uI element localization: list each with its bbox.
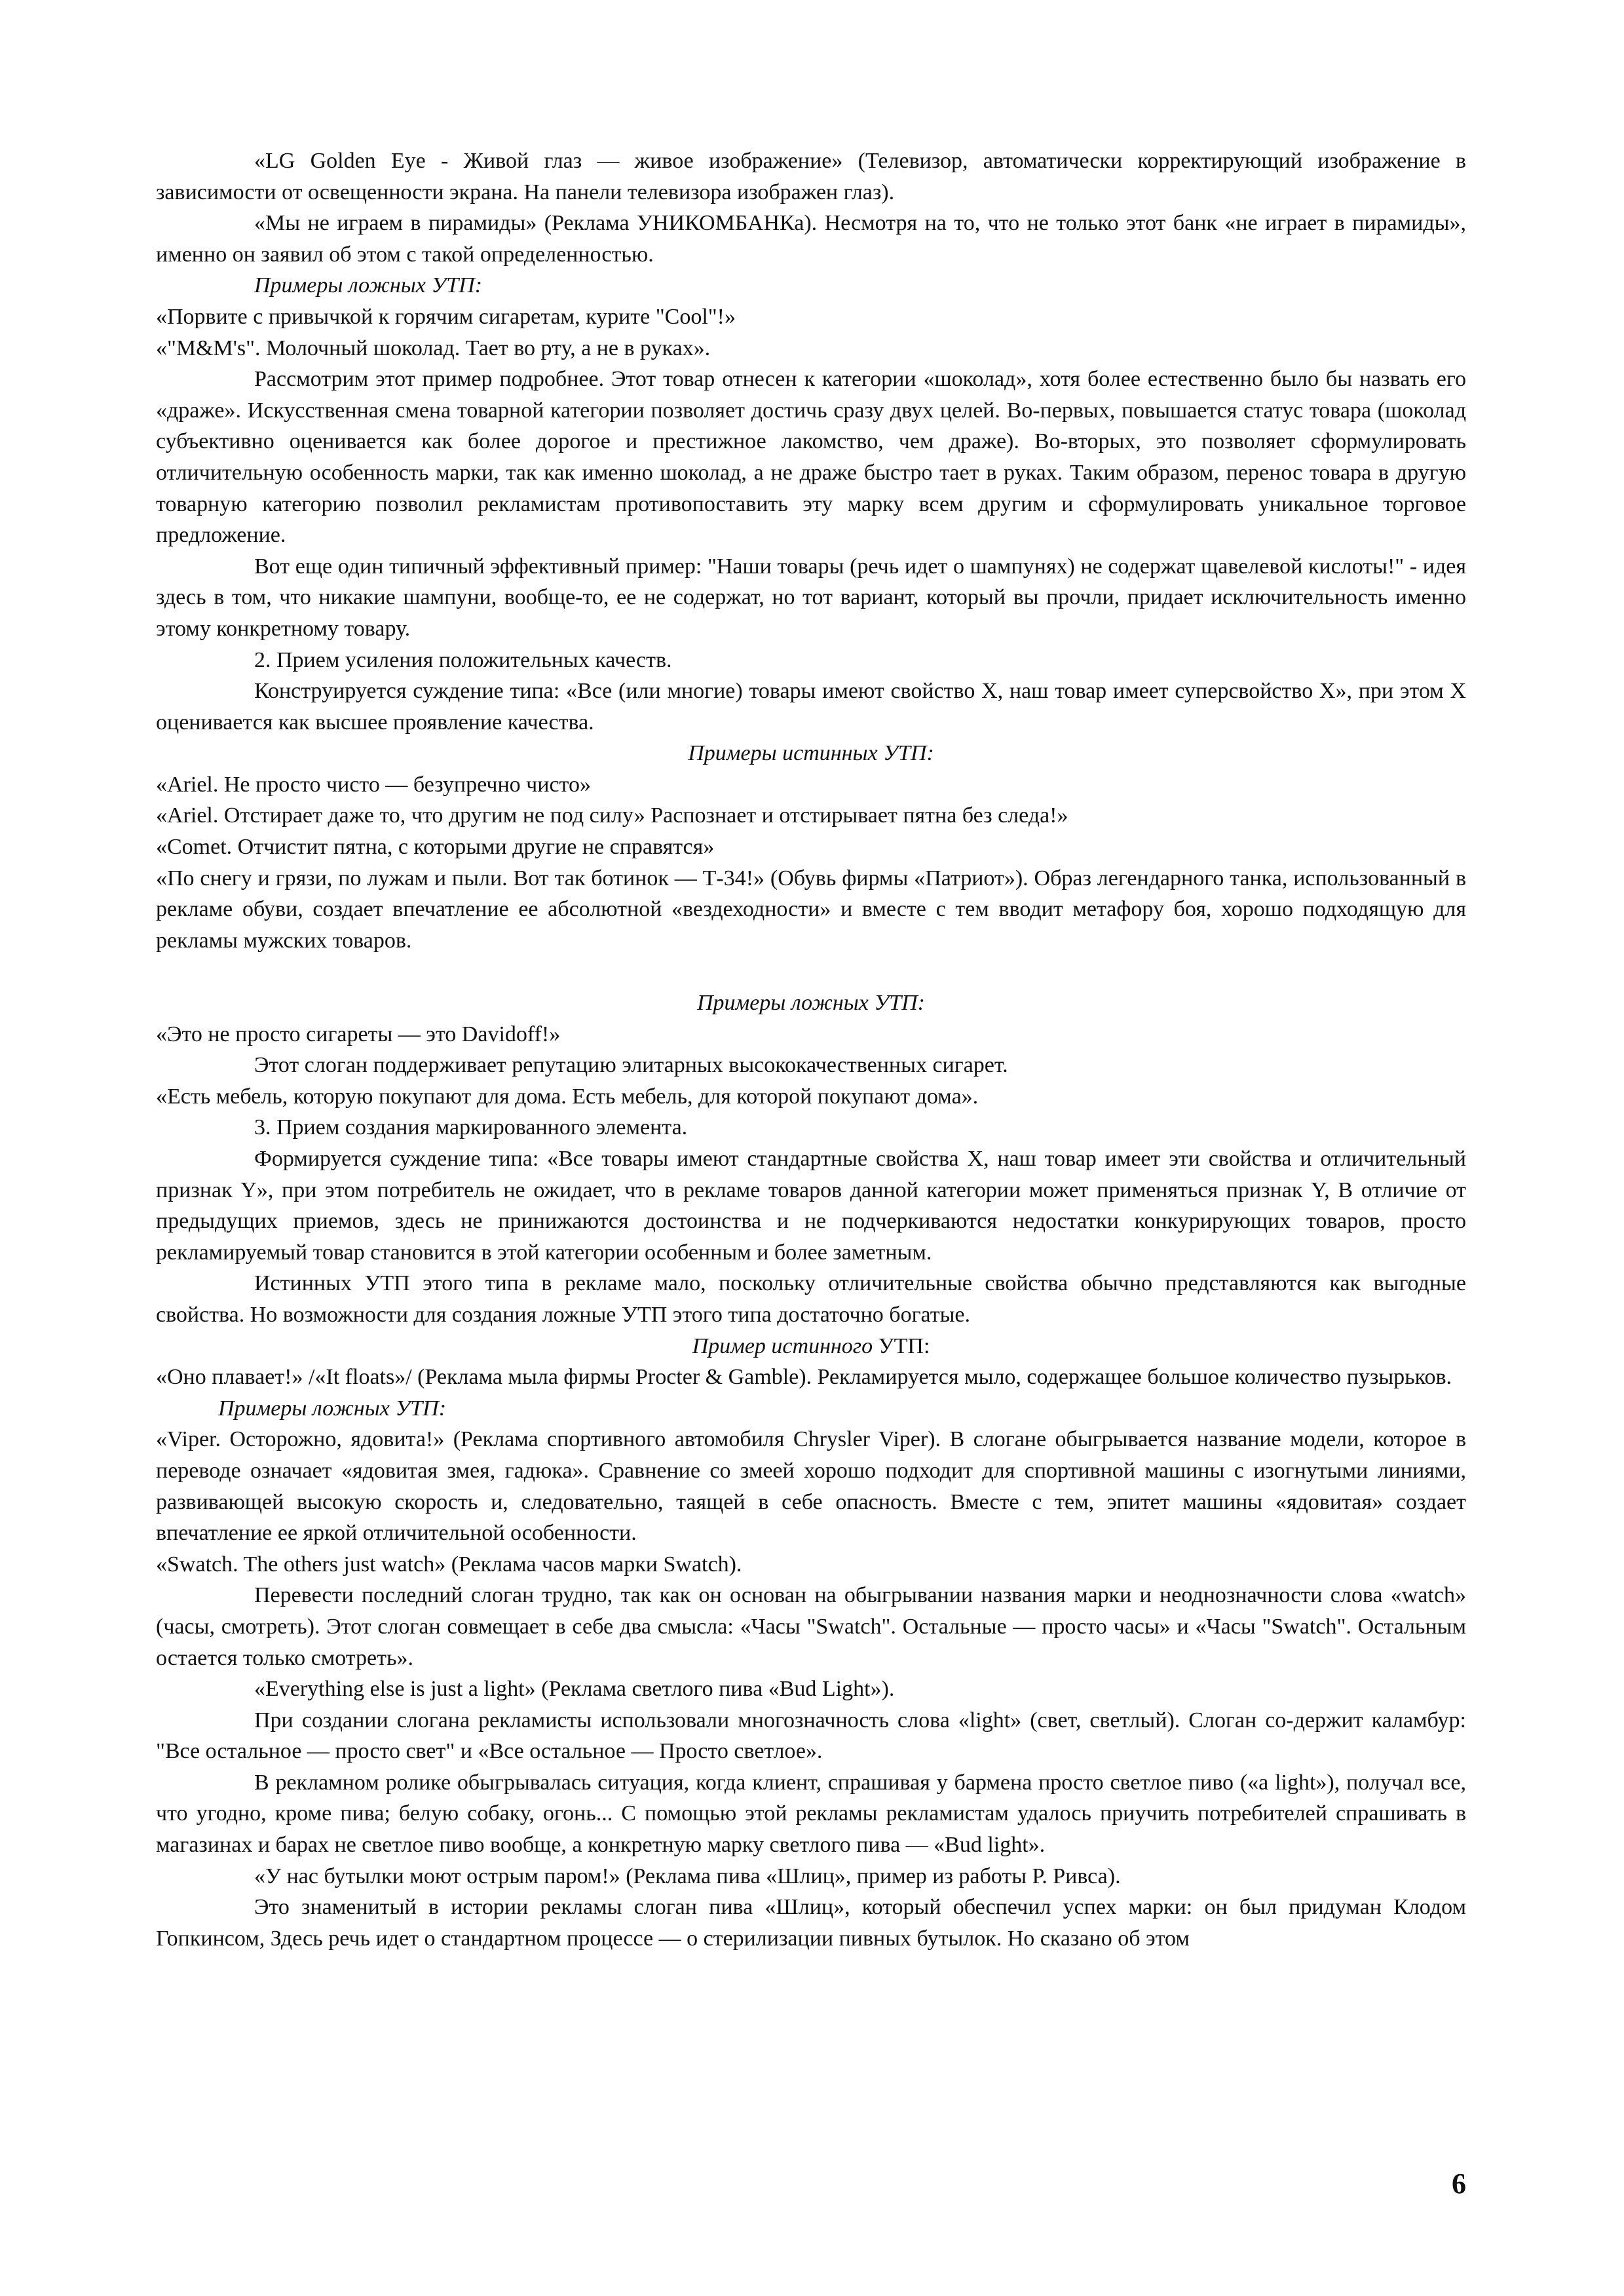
section-heading bbox=[156, 1331, 1466, 1362]
paragraph: Формируется суждение типа: «Все товары имеют стандартные свойства X, наш товар имеет эти свойства и отличительный признак Y», при этом потребитель не ожидает, что в рекламе товаров данной категории может применяться признак Y, В отличие от предыдущих приемов, здесь не принижаются достоинства и не подчеркиваются недостатки конкурирующих товаров, просто рекламируемый товар становится в этой категории особенным и более заметным. bbox=[156, 1147, 1466, 1265]
paragraph: При создании слогана рекламисты использовали многозначность слова «light» (свет, светлый). Слоган со-держит каламбур: "Все остальное — просто свет" и «Все остальное — Просто светлое». bbox=[156, 1708, 1466, 1764]
paragraph: «Viper. Осторожно, ядовита!» (Реклама спортивного автомобиля Chrysler Viper). В слогане обыгрывается название модели, которое в переводе означает «ядовитая змея, гадюка». Сравнение со змеей хорошо подходит для спортивной машины с изогнутыми линиями, развивающей высокую скорость и, следовательно, таящей в себе опасность. Вместе с тем, эпитет машины «ядовитая» создает впечатление ее яркой отличительной особенности. bbox=[156, 1427, 1466, 1546]
paragraph: «Swatch. The others just watch» (Реклама часов марки Swatch). bbox=[156, 1552, 742, 1577]
paragraph: 3. Прием создания маркированного элемента. bbox=[254, 1115, 688, 1140]
paragraph: «Ariel. Не просто чисто — безупречно чисто» bbox=[156, 772, 591, 797]
section-heading: Примеры ложных УТП: bbox=[254, 273, 483, 298]
paragraph: «Мы не играем в пирамиды» (Реклама УНИКОМБАНКа). Несмотря на то, что не только этот банк «не играет в пирамиды», именно он заявил об этом с такой определенностью. bbox=[156, 211, 1466, 267]
spacer bbox=[156, 956, 1466, 987]
paragraph: Этот слоган поддерживает репутацию элитарных высококачественных сигарет. bbox=[254, 1053, 1008, 1078]
paragraph: «Everything else is just a light» (Реклама светлого пива «Bud Light»). bbox=[254, 1677, 895, 1702]
paragraph: «Это не просто сигареты — это Davidoff!» bbox=[156, 1022, 561, 1046]
section-heading: Примеры истинных УТП: bbox=[688, 741, 934, 766]
paragraph: «LG Golden Eye - Живой глаз — живое изображение» (Телевизор, автоматически корректирующий изображение в зависимости от освещенности экрана. На панели телевизора изображен глаз). bbox=[156, 149, 1466, 204]
paragraph: Перевести последний слоган трудно, так как он основан на обыгрывании названия марки и неоднозначности слова «watch» (часы, смотреть). Этот слоган совмещает в себе два смысла: «Часы "Swatch". Остальные — просто часы» и «Часы "Swatch". Остальным остается только смотреть». bbox=[156, 1583, 1466, 1670]
paragraph: В рекламном ролике обыгрывалась ситуация, когда клиент, спрашивая у бармена просто светлое пиво («a light»), получал все, что угодно, кроме пива; белую собаку, огонь... С помощью этой рекламы рекламистам удалось приучить потребителей спрашивать в магазинах и барах не светлое пиво вообще, а конкретную марку светлого пива — «Bud light». bbox=[156, 1770, 1466, 1858]
paragraph: Вот еще один типичный эффективный пример: "Наши товары (речь идет о шампунях) не содержат щавелевой кислоты!" - идея здесь в том, что никакие шампуни, вообще-то, ее не содержат, но тот вариант, который вы прочли, придает исключительность именно этому конкретному товару. bbox=[156, 554, 1466, 641]
paragraph: «"M&M's". Молочный шоколад. Тает во рту, а не в руках». bbox=[156, 335, 711, 360]
paragraph: Это знаменитый в истории рекламы слоган пива «Шлиц», который обеспечил успех марки: он был придуман Клодом Гопкинсом, Здесь речь идет о стандартном процессе — о стерилизации пивных бутылок. Но сказано об этом bbox=[156, 1895, 1466, 1951]
section-heading: Примеры ложных УТП: bbox=[696, 991, 926, 1016]
heading-italic-part: Пример истинного bbox=[692, 1333, 873, 1358]
paragraph: «Порвите с привычкой к горячим сигаретам, курите "Cool"!» bbox=[156, 304, 736, 329]
paragraph: Истинных УТП этого типа в рекламе мало, поскольку отличительные свойства обычно представляются как выгодные свойства. Но возможности для создания ложные УТП этого типа достаточно богатые. bbox=[156, 1271, 1466, 1327]
paragraph: «Comet. Отчистит пятна, с которыми другие не справятся» bbox=[156, 835, 715, 860]
paragraph: Рассмотрим этот пример подробнее. Этот товар отнесен к категории «шоколад», хотя более естественно было бы назвать его «драже». Искусственная смена товарной категории позволяет достичь сразу двух целей. Во-первых, повышается статус товара (шоколад субъективно оценивается как более дорогое и престижное лакомство, чем драже). Во-вторых, это позволяет сформулировать отличительную особенность марки, так как именно шоколад, а не драже быстро тает в руках. Таким образом, перенос товара в другую товарную категорию позволил рекламистам противопоставить эту марку всем другим и сформулировать уникальное торговое предложение. bbox=[156, 367, 1466, 548]
heading-rest-part: УТП: bbox=[873, 1333, 930, 1358]
page-number: 6 bbox=[1452, 2168, 1466, 2200]
paragraph: «Оно плавает!» /«It floats»/ (Реклама мыла фирмы Procter & Gamble). Рекламируется мыло, содержащее большое количество пузырьков. bbox=[156, 1365, 1452, 1390]
paragraph: 2. Прием усиления положительных качеств. bbox=[254, 647, 672, 672]
paragraph: «У нас бутылки моют острым паром!» (Реклама пива «Шлиц», пример из работы Р. Ривса). bbox=[254, 1864, 1121, 1888]
page-body bbox=[156, 145, 1466, 1954]
paragraph: «Есть мебель, которую покупают для дома. Есть мебель, для которой покупают дома». bbox=[156, 1084, 979, 1109]
paragraph: «По снегу и грязи, по лужам и пыли. Вот так ботинок — Т-34!» (Обувь фирмы «Патриот»). Образ легендарного танка, использованный в рекламе обуви, создает впечатление ее абсолютной «вездеходности» и вместе с тем вводит метафору боя, хорошо подходящую для рекламы мужских товаров. bbox=[156, 866, 1466, 953]
section-heading: Примеры ложных УТП: bbox=[218, 1396, 447, 1421]
paragraph: Конструируется суждение типа: «Все (или многие) товары имеют свойство X, наш товар имеет суперсвойство X», при этом X оценивается как высшее проявление качества. bbox=[156, 679, 1466, 735]
paragraph: «Ariel. Отстирает даже то, что другим не под силу» Распознает и отстирывает пятна без следа!» bbox=[156, 803, 1068, 828]
